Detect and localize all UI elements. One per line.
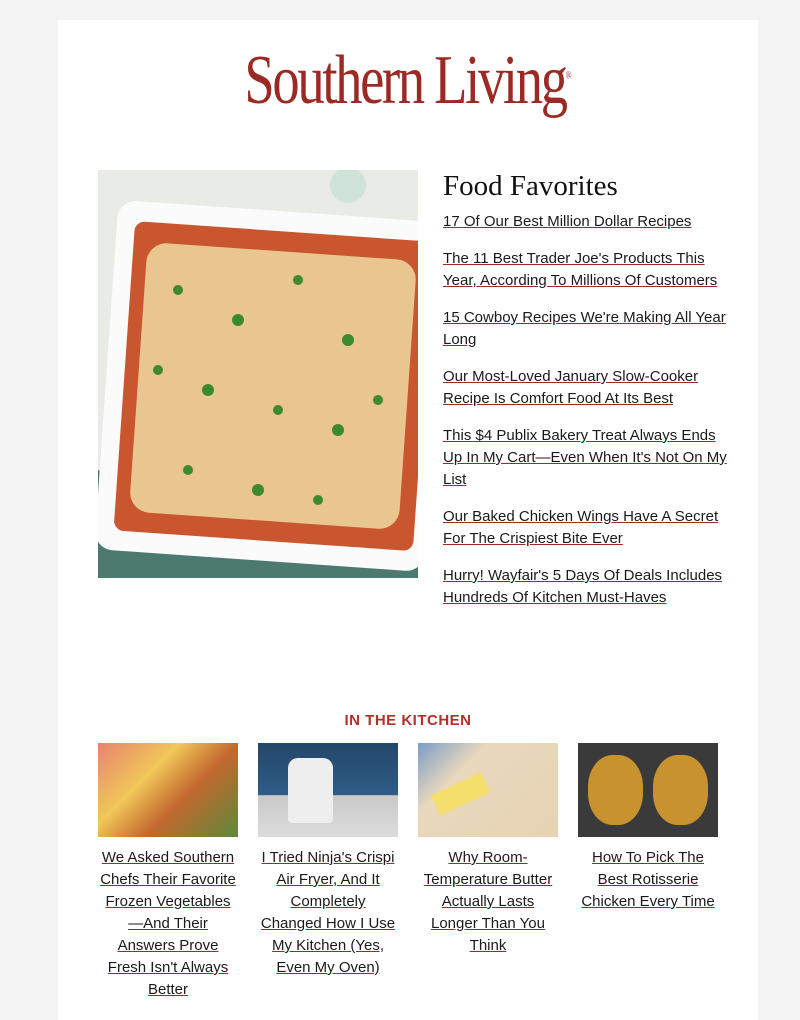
frozen-vegetables-image[interactable] xyxy=(98,743,238,837)
kitchen-article xyxy=(258,743,398,1001)
kitchen-article-link[interactable]: Why Room-Temperature Butter Actually Lasts Longer Than You Think xyxy=(423,849,553,954)
air-fryer-shape xyxy=(288,758,333,823)
lasagna-illustration xyxy=(98,170,418,578)
kitchen-article xyxy=(418,743,558,1001)
food-favorites-section xyxy=(443,170,728,624)
chicken-right xyxy=(653,755,708,825)
kitchen-articles-grid xyxy=(98,743,718,1001)
kitchen-article xyxy=(578,743,718,1001)
food-favorite-link[interactable]: 17 Of Our Best Million Dollar Recipes xyxy=(443,213,692,230)
logo-text: Southern Living xyxy=(244,42,566,119)
southern-living-logo[interactable] xyxy=(135,42,681,119)
food-favorites-title: Food Favorites xyxy=(443,170,618,202)
kitchen-article-link[interactable]: We Asked Southern Chefs Their Favorite Frozen Vegetables—And Their Answers Prove Fresh Isn't Always Better xyxy=(100,849,236,998)
food-favorite-link[interactable]: This $4 Publix Bakery Treat Always Ends Up In My Cart—Even When It's Not On My List xyxy=(443,427,727,488)
rotisserie-chicken-image[interactable] xyxy=(578,743,718,837)
food-favorite-link[interactable]: Hurry! Wayfair's 5 Days Of Deals Includes Hundreds Of Kitchen Must-Haves xyxy=(443,567,723,606)
email-card xyxy=(58,20,758,1020)
in-the-kitchen-title: IN THE KITCHEN xyxy=(344,712,472,729)
chicken-left xyxy=(588,755,643,825)
air-fryer-image[interactable] xyxy=(258,743,398,837)
lasagna-hero-image[interactable] xyxy=(98,170,418,578)
kitchen-article-link[interactable]: How To Pick The Best Rotisserie Chicken Every Time xyxy=(581,849,715,910)
food-favorite-link[interactable]: Our Baked Chicken Wings Have A Secret For The Crispiest Bite Ever xyxy=(443,508,719,547)
butter-stick xyxy=(431,772,490,815)
food-favorite-link[interactable]: 15 Cowboy Recipes We're Making All Year Long xyxy=(443,309,726,348)
food-favorite-link[interactable]: Our Most-Loved January Slow-Cooker Recipe Is Comfort Food At Its Best xyxy=(443,368,699,407)
registered-mark: ® xyxy=(565,70,572,82)
food-favorite-link[interactable]: The 11 Best Trader Joe's Products This Year, According To Millions Of Customers xyxy=(443,250,718,289)
kitchen-article-link[interactable]: I Tried Ninja's Crispi Air Fryer, And It Completely Changed How I Use My Kitchen (Yes, Even My Oven) xyxy=(260,849,396,976)
kitchen-article xyxy=(98,743,238,1001)
butter-image[interactable] xyxy=(418,743,558,837)
